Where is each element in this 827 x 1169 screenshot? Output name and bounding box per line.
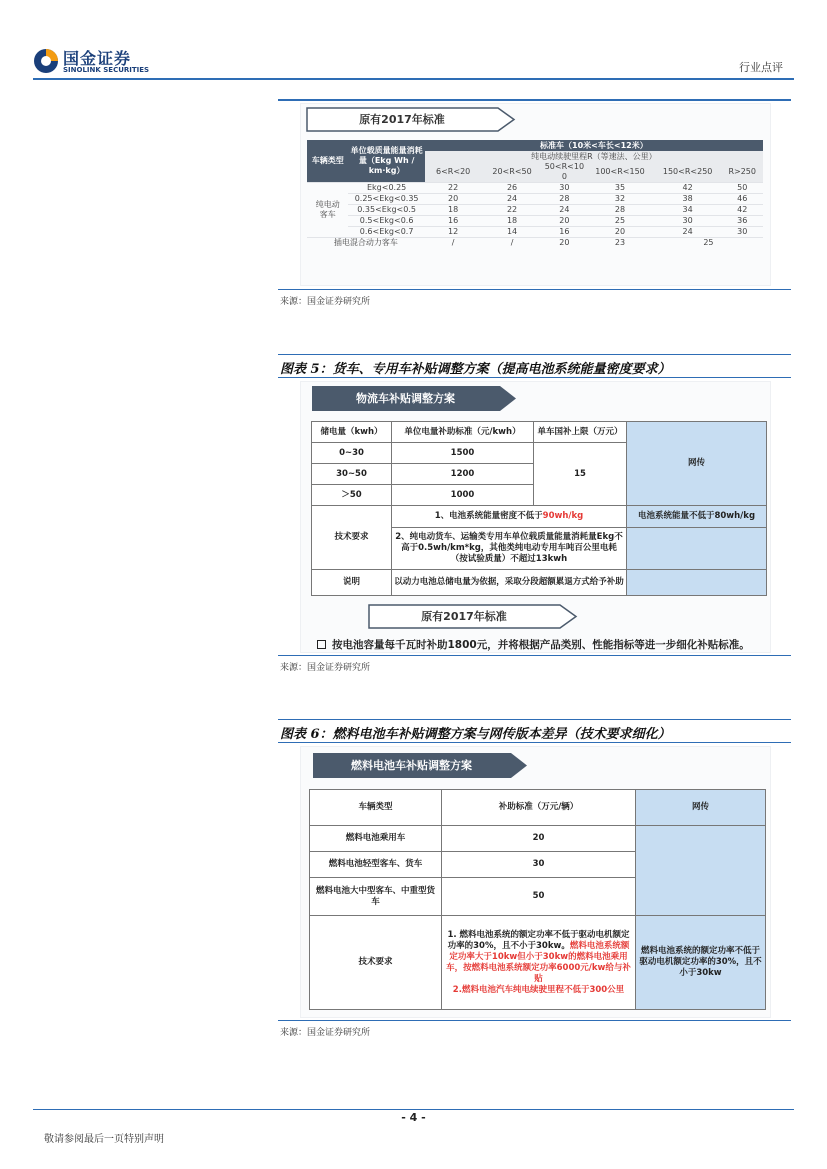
tech-requirement-online: 燃料电池系统的额定功率不低于驱动电机额定功率的30%，且不小于30kw: [636, 916, 766, 1010]
subsidy-value: 22: [482, 205, 543, 216]
capacity-range: ＞50: [312, 485, 392, 506]
energy-range: 0.25<Ekg<0.35: [348, 194, 424, 205]
unit-rate: 1000: [392, 485, 534, 506]
fig5-bottom-rule: [278, 655, 791, 656]
page-number: - 4 -: [401, 1111, 426, 1124]
subsidy-value: 20: [425, 194, 482, 205]
subsidy-value: 30: [654, 216, 722, 227]
note-text: 以动力电池总储电量为依据，采取分段超额累退方式给予补助: [392, 570, 627, 596]
tech-requirement-2: 2、纯电动货车、运输类专用车单位载质量能量消耗量Ekg不高于0.5wh/km*kg，其他类纯电动专用车吨百公里电耗（按试验质量）不超过13kwh: [392, 528, 627, 570]
col-battery-capacity: 储电量（kwh）: [312, 422, 392, 443]
note-label: 说明: [312, 570, 392, 596]
energy-range: 0.5<Ekg<0.6: [348, 216, 424, 227]
tech-requirement-detail: 1. 燃料电池系统的额定功率不低于驱动电机额定功率的30%，且不小于30kw。燃料电池系统额定功率大于10kw但小于30kw的燃料电池乘用车，按燃料电池系统额定功率6000元/kw给与补贴 2.燃料电池汽车纯电续驶里程不低于300公里: [442, 916, 636, 1010]
fig5-caption: 图表 5：货车、专用车补贴调整方案（提高电池系统能量密度要求）: [280, 362, 671, 377]
tech-requirement-1: 1、电池系统能量密度不低于90wh/kg: [392, 506, 627, 528]
table-row: [307, 216, 763, 227]
fig5-top-rule: [278, 354, 791, 355]
fig4-table: [307, 140, 763, 249]
subsidy-value: 25: [654, 238, 763, 249]
online-blank: [636, 826, 766, 916]
checkbox-icon: [317, 640, 326, 649]
subsidy-value: 18: [482, 216, 543, 227]
vehicle-group-label: 纯电动客车: [307, 183, 348, 238]
subsidy-amount: 20: [442, 826, 636, 852]
subsidy-value: 20: [586, 227, 654, 238]
disclaimer: 敬请参阅最后一页特别声明: [44, 1134, 164, 1145]
subsidy-value: 16: [425, 216, 482, 227]
fig6-top-rule: [278, 719, 791, 720]
capacity-range: 0~30: [312, 443, 392, 464]
subsidy-value: 20: [543, 238, 587, 249]
subsidy-value: 18: [425, 205, 482, 216]
subsidy-value: 16: [543, 227, 587, 238]
col-standard-vehicle: 标准车（10米<车长<12米）: [425, 140, 763, 151]
tech-requirement-1-online: 电池系统能量不低于80wh/kg: [627, 506, 767, 528]
col-subsidy-cap: 单车国补上限（万元）: [534, 422, 627, 443]
subsidy-value: 30: [543, 183, 587, 194]
fig6-source: 来源：国金证券研究所: [280, 1028, 371, 1038]
company-name-en: SINOLINK SECURITIES: [63, 66, 150, 74]
unit-rate: 1500: [392, 443, 534, 464]
subsidy-value: 42: [721, 205, 763, 216]
subsidy-value: 24: [482, 194, 543, 205]
col-vehicle-type: 车辆类型: [310, 790, 442, 826]
energy-range: 0.6<Ekg<0.7: [348, 227, 424, 238]
vehicle-type: 燃料电池大中型客车、中重型货车: [310, 878, 442, 916]
unit-rate: 1200: [392, 464, 534, 485]
subsidy-value: 28: [586, 205, 654, 216]
subsidy-value: 25: [586, 216, 654, 227]
range-header: 20<R<50: [482, 162, 543, 183]
table-row-hybrid: [307, 238, 763, 249]
subsidy-amount: 50: [442, 878, 636, 916]
subsidy-value: /: [482, 238, 543, 249]
tech-requirement-label: 技术要求: [312, 506, 392, 570]
subsidy-value: 36: [721, 216, 763, 227]
fig5-table: [311, 421, 767, 596]
old-standard-note: 按电池容量每千瓦时补助1800元，并将根据产品类别、性能指标等进一步细化补贴标准。: [317, 637, 750, 652]
col-online-version: 网传: [636, 790, 766, 826]
fig5-banner: 物流车补贴调整方案: [312, 386, 517, 411]
table-row: [307, 194, 763, 205]
col-range: 纯电动续驶里程R（等速法、公里）: [425, 151, 763, 162]
header-divider: [33, 78, 794, 80]
range-header: 100<R<150: [586, 162, 654, 183]
subsidy-value: 50: [721, 183, 763, 194]
fig4-image: [300, 103, 771, 286]
company-name-cn: 国金证券: [63, 49, 132, 68]
range-header: R>250: [721, 162, 763, 183]
sinolink-logo-icon: [33, 48, 59, 74]
tech-requirement-2-online: [627, 528, 767, 570]
subsidy-value: 46: [721, 194, 763, 205]
subsidy-value: 12: [425, 227, 482, 238]
subsidy-value: 24: [543, 205, 587, 216]
fig6-caption-rule: [278, 742, 791, 743]
col-subsidy-standard: 补助标准（万元/辆）: [442, 790, 636, 826]
subsidy-value: 35: [586, 183, 654, 194]
online-version-label: 网传: [627, 422, 767, 506]
subsidy-value: 38: [654, 194, 722, 205]
subsidy-value: 24: [654, 227, 722, 238]
range-header: 150<R<250: [654, 162, 722, 183]
subsidy-cap-value: 15: [534, 443, 627, 506]
col-vehicle-type: 车辆类型: [307, 140, 348, 183]
subsidy-value: 42: [654, 183, 722, 194]
fig5-source: 来源：国金证券研究所: [280, 663, 371, 673]
company-logo: [33, 46, 158, 76]
fig6-table: [309, 789, 766, 1010]
subsidy-value: 34: [654, 205, 722, 216]
fig4-top-rule: [278, 99, 791, 101]
vehicle-type: 燃料电池轻型客车、货车: [310, 852, 442, 878]
energy-range: 0.35<Ekg<0.5: [348, 205, 424, 216]
note-online: [627, 570, 767, 596]
subsidy-value: 32: [586, 194, 654, 205]
vehicle-type: 燃料电池乘用车: [310, 826, 442, 852]
subsidy-amount: 30: [442, 852, 636, 878]
range-header: 50<R<10 0: [543, 162, 587, 183]
energy-range: Ekg<0.25: [348, 183, 424, 194]
range-header: 6<R<20: [425, 162, 482, 183]
report-type: 行业点评: [739, 61, 783, 74]
fig5-banner-old: 原有2017年标准: [368, 604, 578, 629]
col-unit-subsidy: 单位电量补助标准（元/kwh）: [392, 422, 534, 443]
footer-divider: [33, 1109, 794, 1110]
fig5-caption-rule: [278, 377, 791, 378]
subsidy-value: 30: [721, 227, 763, 238]
tech-requirement-label: 技术要求: [310, 916, 442, 1010]
fig4-banner: 原有2017年标准: [306, 107, 516, 132]
fig5-image: [300, 381, 771, 653]
fig4-bottom-rule: [278, 289, 791, 290]
fig6-caption: 图表 6：燃料电池车补贴调整方案与网传版本差异（技术要求细化）: [280, 727, 671, 742]
subsidy-value: 22: [425, 183, 482, 194]
subsidy-value: /: [425, 238, 482, 249]
subsidy-value: 26: [482, 183, 543, 194]
fig4-source: 来源：国金证券研究所: [280, 297, 371, 307]
table-row: [307, 227, 763, 238]
fig6-banner: 燃料电池车补贴调整方案: [313, 753, 528, 778]
fig6-image: [300, 746, 771, 1018]
hybrid-label: 插电混合动力客车: [307, 238, 425, 249]
energy-density-value: 90wh/kg: [542, 511, 584, 521]
col-energy: 单位载质量能量消耗量（Ekg Wh / km·kg）: [348, 140, 424, 183]
subsidy-value: 23: [586, 238, 654, 249]
subsidy-value: 20: [543, 216, 587, 227]
table-row: [307, 205, 763, 216]
fig6-bottom-rule: [278, 1020, 791, 1021]
table-row: [307, 183, 763, 194]
subsidy-value: 28: [543, 194, 587, 205]
capacity-range: 30~50: [312, 464, 392, 485]
subsidy-value: 14: [482, 227, 543, 238]
